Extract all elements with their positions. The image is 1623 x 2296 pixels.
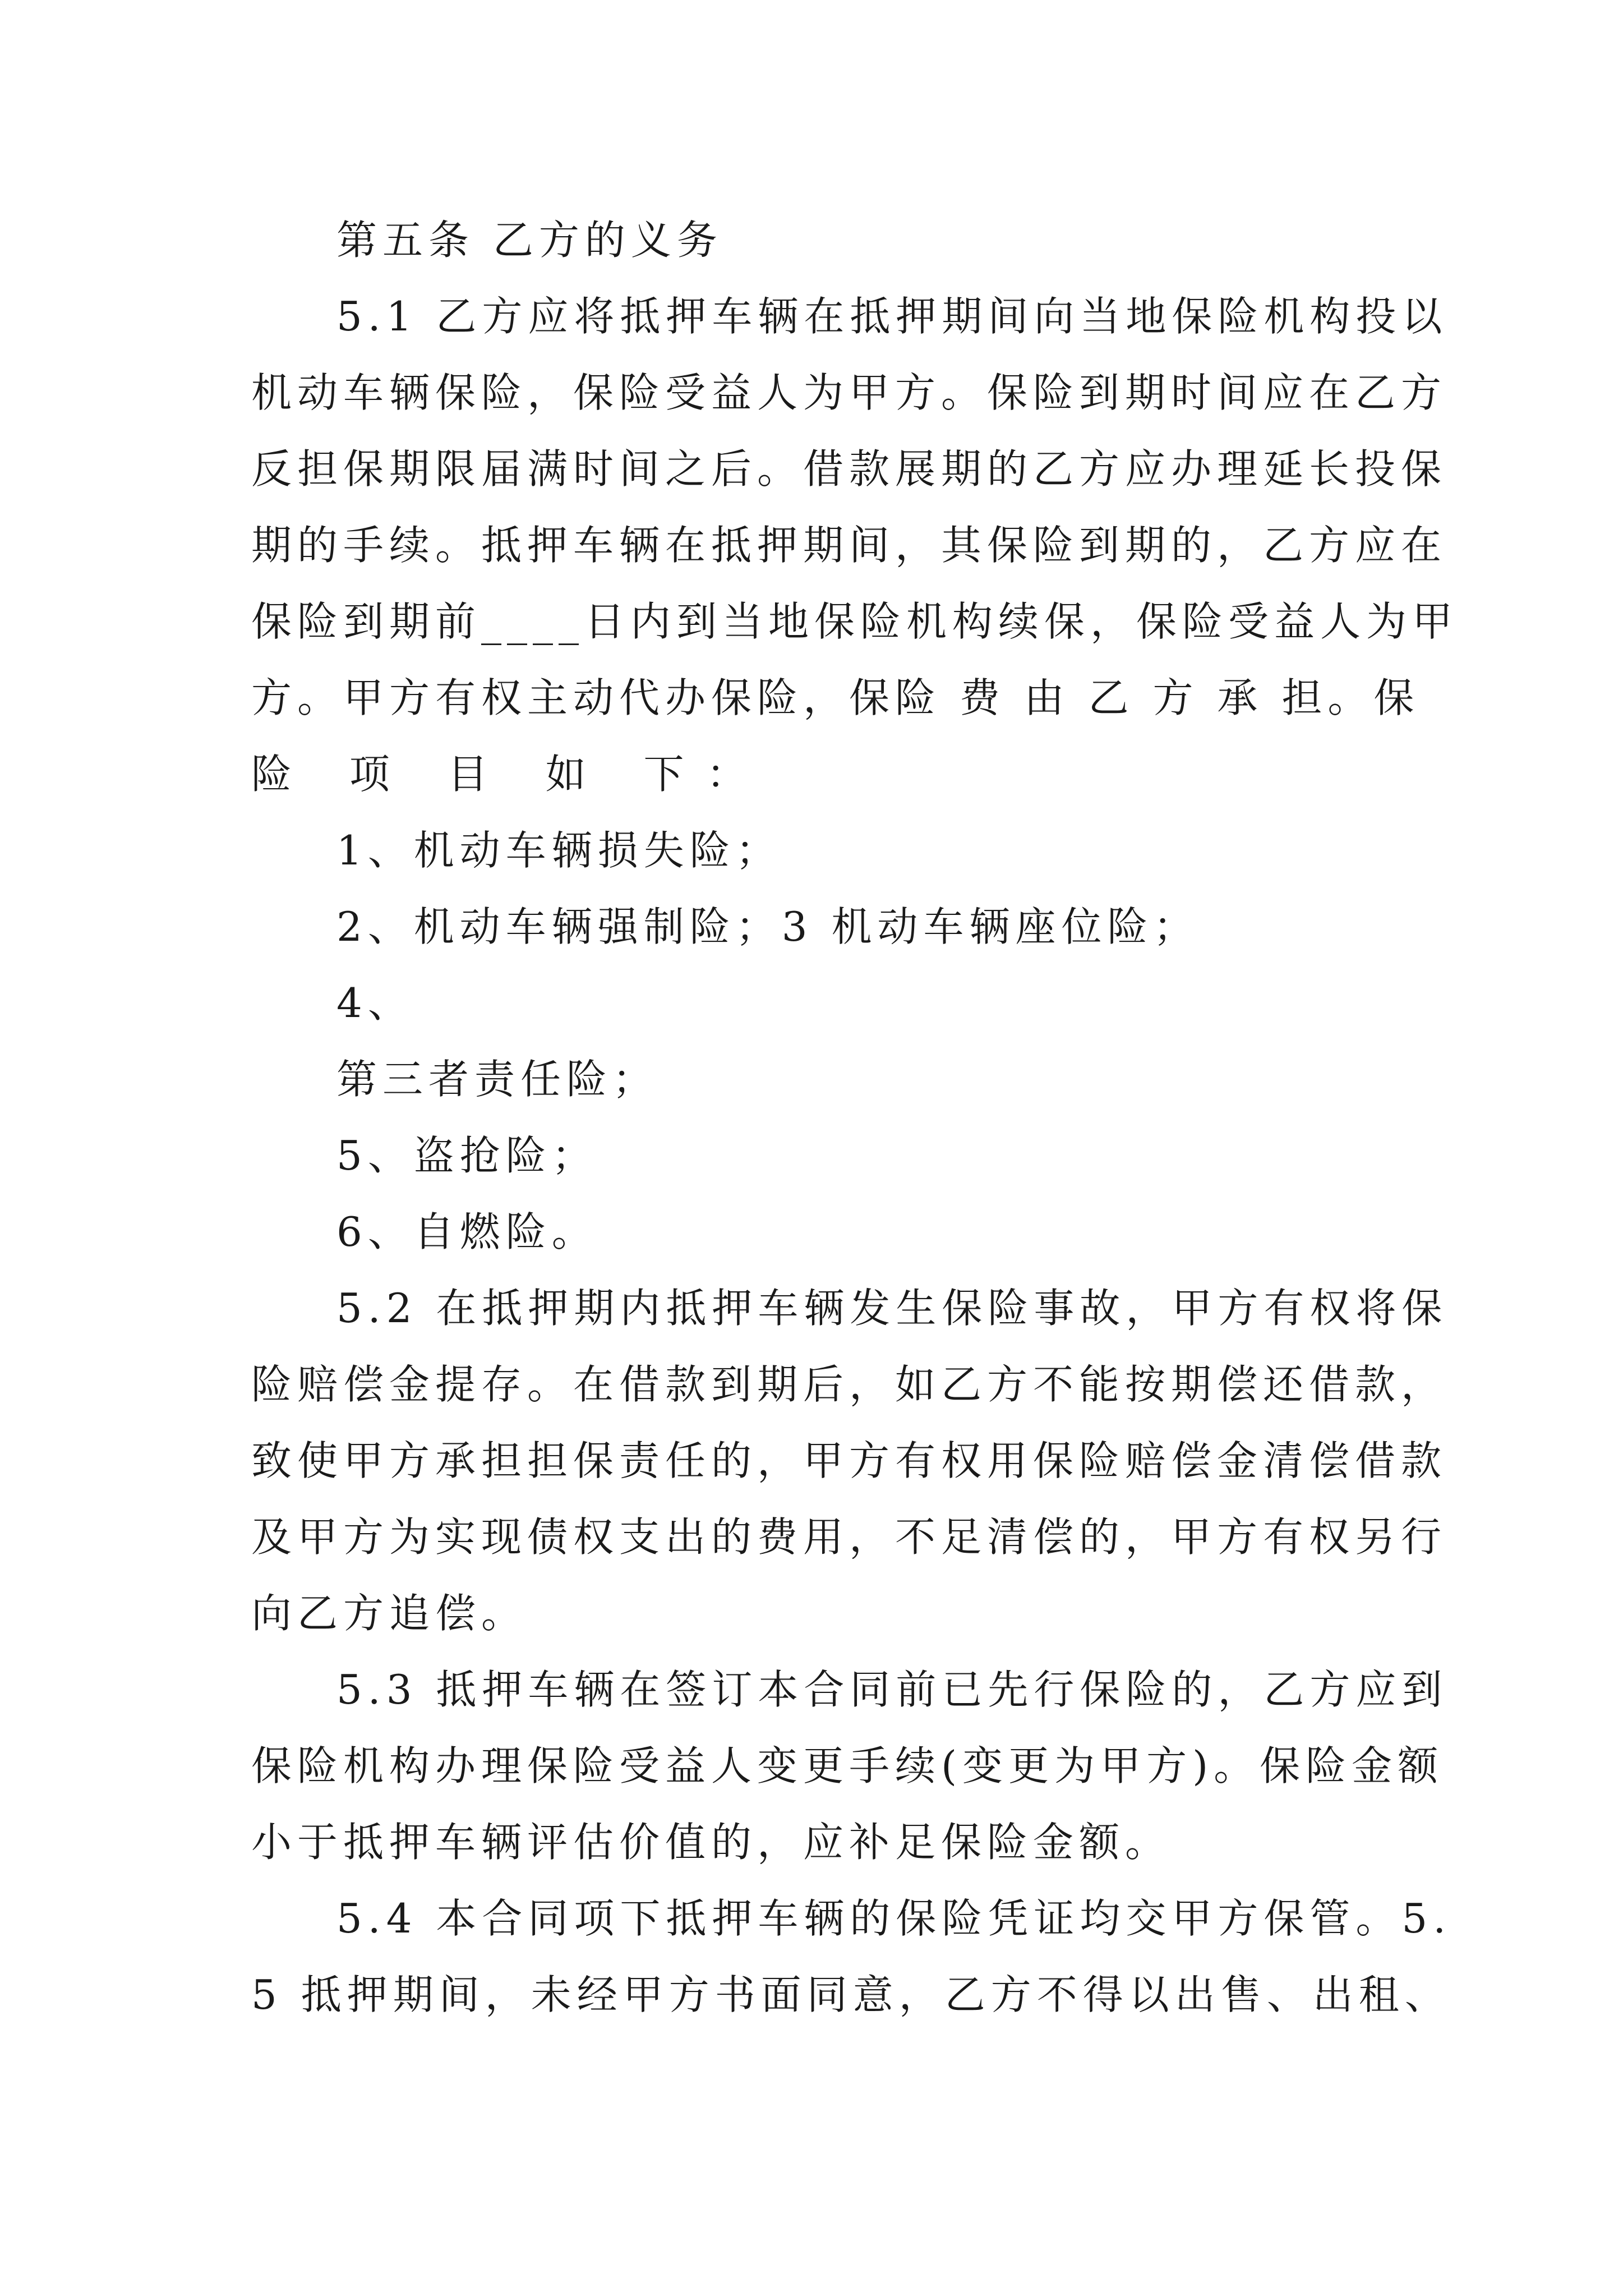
list-item: 6、自燃险。 <box>336 1208 598 1255</box>
list-item: 1、机动车辆损失险； <box>336 827 782 874</box>
paragraph-line: 向乙方追偿。 <box>251 1590 528 1637</box>
paragraph-line: 5 抵押期间，未经甲方书面同意，乙方不得以出售、出租、 <box>251 1971 1451 2018</box>
paragraph-line: 5.2 在抵押期内抵押车辆发生保险事故，甲方有权将保 <box>336 1285 1448 1332</box>
paragraph-line: 5.1 乙方应将抵押车辆在抵押期间向当地保险机构投以 <box>336 293 1448 340</box>
list-item: 5、盗抢险； <box>336 1132 598 1179</box>
list-item: 4、 <box>336 979 414 1027</box>
paragraph-line: 保险机构办理保险受益人变更手续(变更为甲方)。保险金额 <box>251 1742 1444 1789</box>
paragraph-line: 5.4 本合同项下抵押车辆的保险凭证均交甲方保管。5. <box>336 1895 1452 1942</box>
paragraph-line: 5.3 抵押车辆在签订本合同前已先行保险的，乙方应到 <box>336 1666 1448 1713</box>
paragraph-line: 保险到期前____日内到当地保险机构续保，保险受益人为甲 <box>251 598 1459 645</box>
paragraph-line: 致使甲方承担担保责任的，甲方有权用保险赔偿金清偿借款 <box>251 1437 1447 1484</box>
paragraph-line: 及甲方为实现债权支出的费用，不足清偿的，甲方有权另行 <box>251 1513 1447 1561</box>
list-item: 2、机动车辆强制险；3 机动车辆座位险； <box>336 903 1200 950</box>
article-heading: 第五条 乙方的义务 <box>336 217 723 264</box>
paragraph-line: 险 项 目 如 下： <box>251 751 769 798</box>
paragraph-line: 期的手续。抵押车辆在抵押期间，其保险到期的，乙方应在 <box>251 522 1447 569</box>
paragraph-line: 小于抵押车辆评估价值的，应补足保险金额。 <box>251 1819 1172 1866</box>
paragraph-line: 机动车辆保险，保险受益人为甲方。保险到期时间应在乙方 <box>251 369 1447 416</box>
paragraph-line: 方。甲方有权主动代办保险，保险 费 由 乙 方 承 担。保 <box>251 674 1420 721</box>
paragraph-line: 险赔偿金提存。在借款到期后，如乙方不能按期偿还借款， <box>251 1361 1447 1408</box>
paragraph-line: 反担保期限届满时间之后。借款展期的乙方应办理延长投保 <box>251 445 1447 493</box>
list-item: 第三者责任险； <box>336 1056 659 1103</box>
